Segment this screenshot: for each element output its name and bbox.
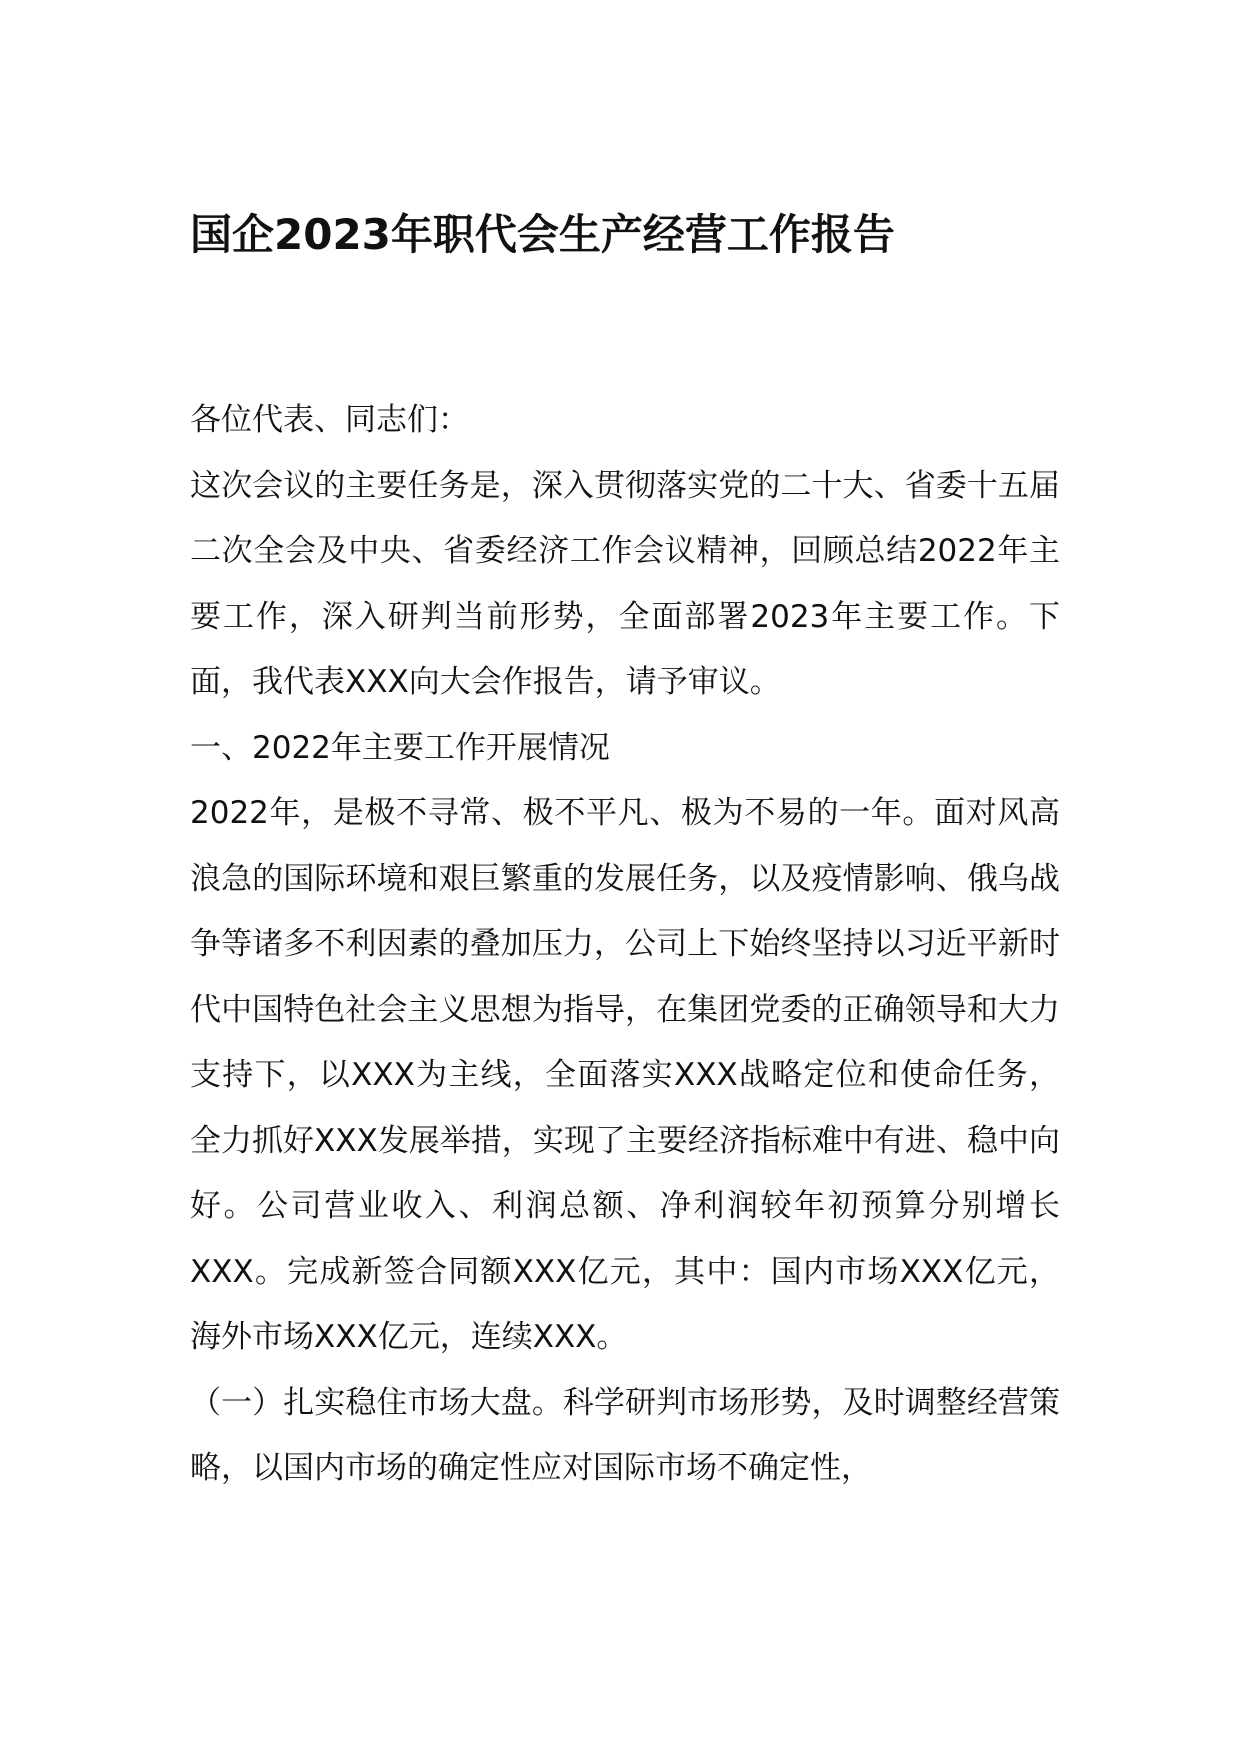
document-title: 国企2023年职代会生产经营工作报告 <box>190 210 895 259</box>
summary-paragraph: 2022年，是极不寻常、极不平凡、极为不易的一年。面对风高浪急的国际环境和艰巨繁重的发展任务，以及疫情影响、俄乌战争等诸多不利因素的叠加压力，公司上下始终坚持以习近平新时代中国特色社会主义思想为指导，在集团党委的正确领导和大力支持下，以XXX为主线，全面落实XXX战略定位和使命任务，全力抓好XXX发展举措，实现了主要经济指标难中有进、稳中向好。公司营业收入、利润总额、净利润较年初预算分别增长XXX。完成新签合同额XXX亿元，其中：国内市场XXX亿元，海外市场XXX亿元，连续XXX。 <box>190 795 1060 1355</box>
intro-paragraph: 这次会议的主要任务是，深入贯彻落实党的二十大、省委十五届二次全会及中央、省委经济工作会议精神，回顾总结2022年主要工作，深入研判当前形势，全面部署2023年主要工作。下面，我代表XXX向大会作报告，请予审议。 <box>190 467 1060 700</box>
section-heading: 一、2022年主要工作开展情况 <box>190 729 610 766</box>
document-body <box>190 388 1060 1502</box>
salutation-paragraph: 各位代表、同志们： <box>190 402 469 438</box>
subsection-paragraph: （一）扎实稳住市场大盘。科学研判市场形势，及时调整经营策略，以国内市场的确定性应对国际市场不确定性， <box>190 1384 1060 1486</box>
